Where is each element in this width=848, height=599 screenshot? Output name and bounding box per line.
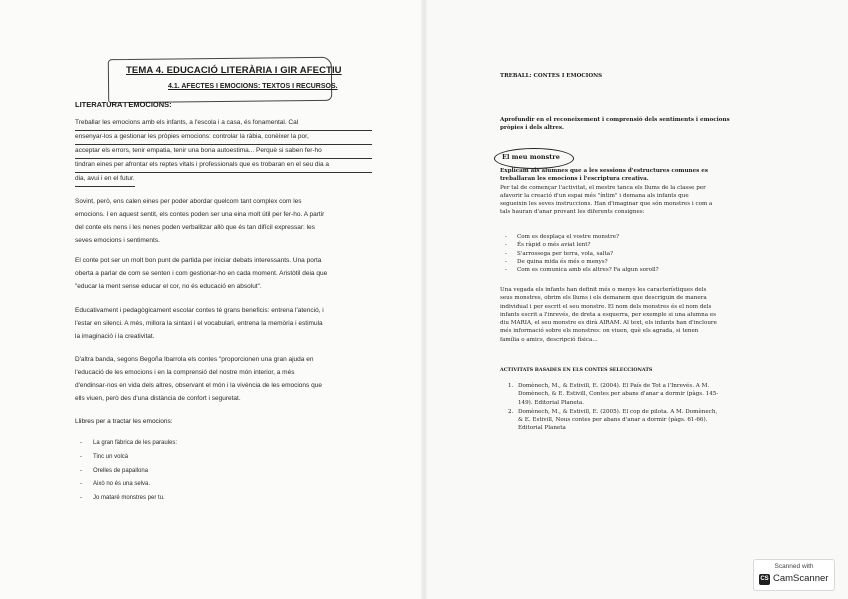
text-line: El conte pot ser un molt bon punt de partida per iniciar debats interessants. Una porta (75, 257, 322, 264)
text-line: ells viuen, però des d'una distància de confort i seguretat. (75, 394, 241, 402)
question: De quina mida és més o menys? (517, 258, 608, 265)
activity-title: El meu monstre (502, 153, 560, 161)
bullet: - (505, 267, 507, 274)
list-item (80, 437, 177, 451)
text-line: diu MARIA, el seu monstre es dirà AIRAM. Al text, els infants han d'incloure (500, 320, 717, 327)
text-line: Domènech, & E. Estivill, Contes per abans d'anar a dormir (pàgs. 145- (518, 391, 719, 398)
reference-item (508, 408, 760, 433)
description-paragraph (500, 286, 760, 344)
watermark-caption: Scanned with (774, 563, 814, 570)
books-heading: Llibres per a tractar les emocions: (75, 418, 173, 425)
book-title: Jo mataré monstres per tu. (93, 495, 165, 502)
paragraph-5 (75, 354, 372, 406)
question: És ràpid o més aviat lent? (517, 242, 591, 249)
camscanner-logo-icon: CS (759, 574, 770, 585)
text-line: emocions. I en aquest sentit, els contes poden ser una eina molt útil per fer-ho. A partir (75, 210, 325, 218)
text-line: dia, avui i en el futur. (75, 173, 135, 187)
text-line: seus monstres, obrim els llums i els demanem que descriguin de manera (500, 295, 707, 302)
paragraph-3 (75, 255, 372, 294)
bullet: - (80, 481, 82, 488)
question: Com es comunica amb els altres? Fa algun soroll? (517, 267, 659, 274)
text-line: Treballar les emocions amb els infants, a l'escola i a casa, és fonamental. Cal (75, 117, 372, 131)
text-line: Educativament i pedagògicament escolar contes té grans beneficis: entrena l'atenció, i (75, 307, 324, 314)
camscanner-watermark (753, 559, 835, 591)
questions-list (505, 233, 659, 274)
list-item (505, 241, 659, 249)
text-line: d'endinsar-nos en vida dels altres, observant el món i la vivència de les emocions que (75, 381, 322, 389)
bullet: - (80, 440, 82, 446)
text-line: Una vegada els infants han definit més o menys les característiques dels (500, 287, 707, 293)
text-line: D'altra banda, segons Begoña Ibarrola els contes "proporcionen una gran ajuda en (75, 356, 314, 363)
list-item (80, 465, 177, 479)
section-heading: LITERATURA I EMOCIONS: (75, 100, 172, 109)
text-line: família o amics, descripció física... (500, 336, 598, 343)
text-line: "educar la ment sense educar el cor, no és educació en absolut". (75, 282, 262, 290)
list-item (505, 258, 659, 266)
text-line: més informació sobre els monstres: on viuen, què els agrada, si tenen (500, 328, 699, 335)
reference-number: 2. (508, 408, 514, 415)
list-item (80, 492, 177, 506)
book-title: Tinc un volcà (93, 453, 129, 460)
text-line: segueixin les seves instruccions. Han d'imaginar que són monstres i com a (500, 201, 713, 208)
list-item (505, 250, 659, 258)
books-list (80, 437, 177, 506)
book-title: Això no és una selva. (93, 481, 151, 488)
reference-item (508, 382, 760, 407)
list-item (505, 266, 659, 274)
bullet: - (505, 258, 507, 265)
paragraph-2 (75, 196, 372, 248)
text-line: Domènech, M., & Estivill, E. (2004). El País de Tot a l'Inrevés. A M. (518, 383, 710, 389)
bullet: - (505, 250, 507, 257)
text-line: tindran eines per afrontar els reptes vitals i professionals que es trobaran en el seu dia a (75, 159, 372, 173)
bullet: - (505, 234, 507, 240)
activities-heading: ACTIVITATS BASADES EN ELS CONTES SELECCIONATS (500, 367, 653, 373)
text-line: del conte els nens i les nenes poden verbalitzar allò que és tan difícil expressar: les (75, 223, 315, 231)
bullet: - (80, 495, 82, 502)
question: S'arrossega per terra, vola, salta? (517, 250, 614, 257)
text-line: la imaginació i la creativitat. (75, 332, 155, 340)
text-line: seves emocions i sentiments. (75, 236, 160, 244)
text-line: Editorial Planeta (518, 425, 566, 432)
text-line: individual i per escrit el seu monstre. El nom dels monstres és el nom dels (500, 303, 712, 310)
book-title: La gran fàbrica de les paraules: (93, 440, 178, 446)
text-line: tals hauran d'anar provant les diferents consignes: (500, 209, 645, 216)
bullet: - (505, 242, 507, 249)
list-item (80, 478, 177, 492)
watermark-brand: CamScanner (773, 573, 829, 584)
intro-paragraph (500, 116, 760, 133)
reference-number: 1. (508, 383, 514, 389)
text-line: l'educació de les emocions i en la comprensió del nostre món interior, a més (75, 368, 295, 376)
question: Com es desplaça el vostre monstre? (517, 234, 620, 240)
right-page-heading: TREBALL: CONTES I EMOCIONS (500, 73, 603, 79)
list-item (80, 451, 177, 465)
bullet: - (80, 453, 82, 460)
text-line: Sovint, però, ens calen eines per poder abordar quelcom tant complex com les (75, 198, 302, 205)
text-line: oberta a parlar de com se senten i com gestionar-ho en cada moment. Aristòtil deia que (75, 269, 328, 277)
page-title: TEMA 4. EDUCACIÓ LITERÀRIA I GIR AFECTIU (126, 65, 342, 76)
text-line: ensenyar-los a gestionar les pròpies emocions: controlar la ràbia, conèixer la por, (75, 131, 372, 145)
title-frame (108, 57, 332, 103)
page-fold (421, 0, 427, 599)
text-line: 149). Editorial Planeta. (518, 399, 585, 406)
text-line: Per tal de començar l'activitat, el mestre tanca els llums de la classe per (500, 184, 706, 191)
text-line: pròpies i dels altres. (500, 125, 564, 132)
text-line: Aprofundir en el reconeixement i comprensió dels sentiments i emocions (500, 117, 730, 123)
text-line: Explicam als alumnes que a les sessions d'estructures comunes es (500, 168, 708, 174)
text-line: l'estar en silenci. A més, millora la sintaxi i el vocabulari, entrena la memòria i estimula (75, 319, 323, 327)
text-line: infants escrit a l'inrevés, de dreta a esquerra, per exemple si una alumna es (500, 311, 716, 318)
book-title: Orelles de papallona (93, 467, 149, 474)
text-line: & E. Estivill, Nous contes per abans d'anar a dormir (pàgs. 61-66). (518, 417, 708, 424)
text-line: acceptar els errors, tenir empatia, tenir una bona autoestima... Perquè si saben fer-ho (75, 145, 372, 159)
paragraph-4 (75, 305, 372, 344)
paragraph-1 (75, 117, 372, 187)
explanation-paragraph (500, 167, 760, 217)
bullet: - (80, 467, 82, 474)
page-subtitle: 4.1. AFECTES I EMOCIONS: TEXTOS I RECURSOS. (168, 83, 338, 90)
list-item (505, 233, 659, 241)
text-line: afavorir la creació d'un espai més "íntim" i demana als infants que (500, 192, 689, 199)
references-list (508, 382, 760, 434)
text-line: treballaran les emocions i l'escriptura creativa. (500, 176, 649, 183)
text-line: Domènech, M., & Estivill, E. (2005). El cop de pilota. A M. Domènech, (518, 408, 718, 415)
